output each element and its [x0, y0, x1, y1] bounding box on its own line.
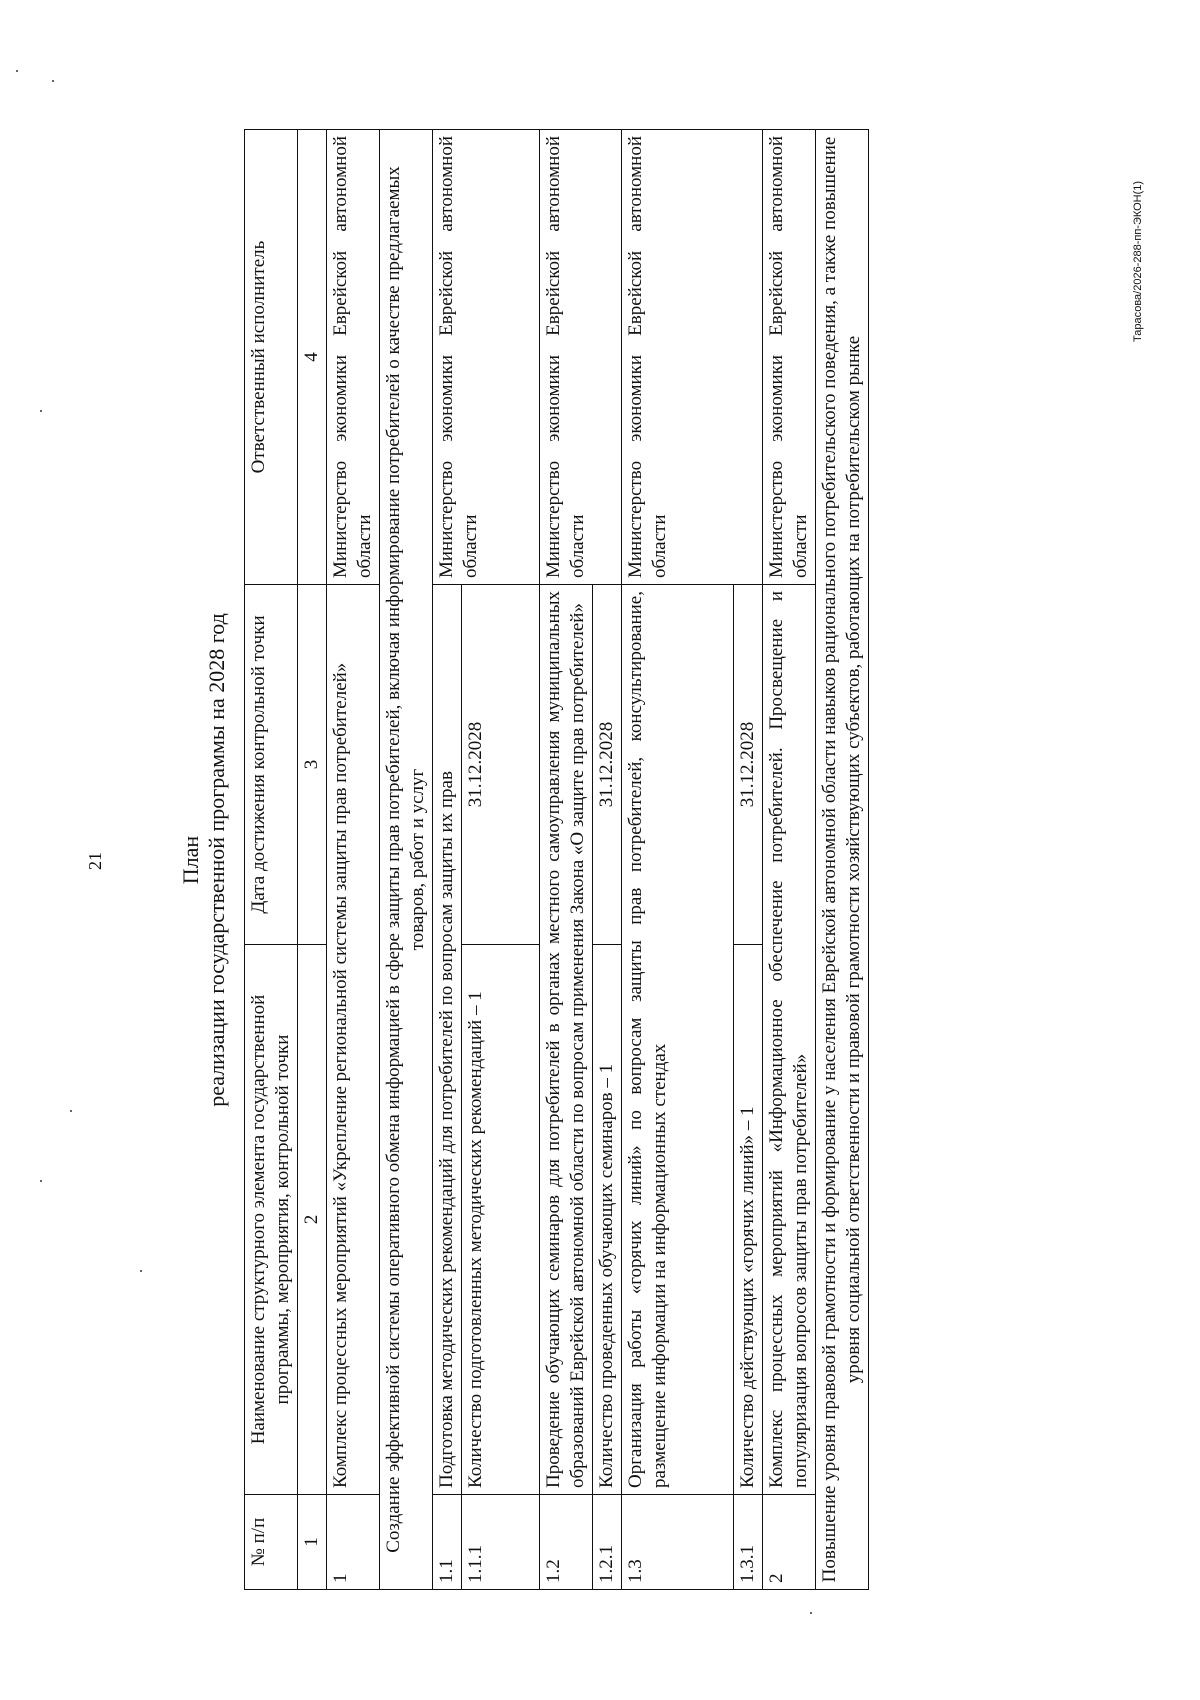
row-name: Количество проведенных обучающих семинаров – 1: [593, 945, 622, 1495]
row-responsible: Министерство экономики Еврейской автономной области: [763, 130, 816, 585]
table-row: [622, 130, 734, 1590]
scan-speck: [70, 1110, 72, 1112]
page-number: 21: [85, 852, 105, 870]
col-number-2: 2: [298, 945, 327, 1495]
title-line-1: План: [178, 835, 203, 885]
section-text: Повышение уровня правовой грамотности и формирование у населения Еврейской автономной области навыков рационального потребительского поведения, а также повышение уровня социальной ответственности и правовой грамотности хозяйствующих субъектов, работающих на потребительском рынке: [816, 130, 869, 1590]
row-date: 31.12.2028: [462, 585, 540, 945]
table-row: [433, 130, 462, 1590]
row-responsible: Министерство экономики Еврейской автономной области: [540, 130, 622, 585]
section-row: [816, 130, 869, 1590]
table-row: [763, 130, 816, 1590]
header-name: Наименование структурного элемента государственной программы, мероприятия, контрольной точки: [245, 945, 298, 1495]
row-name: Комплекс процессных мероприятий «Информационное обеспечение потребителей. Просвещение и популяризация вопросов защиты прав потребителей»: [763, 585, 816, 1495]
row-num: 2: [763, 1495, 816, 1590]
table-row: [327, 130, 380, 1590]
col-number-1: 1: [298, 1495, 327, 1590]
row-num: 1.2.1: [593, 1495, 622, 1590]
row-name: Проведение обучающих семинаров для потребителей в органах местного самоуправления муниципальных образований Еврейской автономной области по вопросам применения Закона «О защите прав потребителей»: [540, 585, 593, 1495]
row-num: 1.3: [622, 1495, 734, 1590]
section-text: Создание эффективной системы оперативного обмена информацией в сфере защиты прав потребителей, включая информирование потребителей о качестве предлагаемых товаров, работ и услуг: [380, 130, 433, 1590]
plan-table: [244, 129, 869, 1590]
row-date: 31.12.2028: [734, 585, 763, 945]
row-num: 1.3.1: [734, 1495, 763, 1590]
section-row: [380, 130, 433, 1590]
table-row: [540, 130, 593, 1590]
row-responsible: Министерство экономики Еврейской автономной области: [433, 130, 540, 585]
row-num: 1.1: [433, 1495, 462, 1590]
row-responsible: Министерство экономики Еврейской автономной области: [622, 130, 763, 585]
row-num: 1.1.1: [462, 1495, 540, 1590]
col-number-3: 3: [298, 585, 327, 945]
scan-speck: [40, 410, 42, 412]
table-header-row: [245, 130, 298, 1590]
column-number-row: [298, 130, 327, 1590]
scan-speck: [810, 1612, 812, 1614]
document-title: [178, 130, 230, 1590]
row-name: Количество подготовленных методических рекомендаций – 1: [462, 945, 540, 1495]
row-num: 1: [327, 1495, 380, 1590]
row-name: Комплекс процессных мероприятий «Укрепление региональной системы защиты прав потребителей»: [327, 585, 380, 1495]
header-responsible: Ответственный исполнитель: [245, 130, 298, 585]
scan-speck: [140, 1270, 142, 1272]
scan-speck: [16, 70, 18, 72]
col-number-4: 4: [298, 130, 327, 585]
document-code: Тарасова/2026-288-пп-ЭКОН(1): [1132, 180, 1144, 342]
rotated-page-content: [178, 130, 1098, 1590]
header-date: Дата достижения контрольной точки: [245, 585, 298, 945]
row-num: 1.2: [540, 1495, 593, 1590]
row-responsible: Министерство экономики Еврейской автономной области: [327, 130, 380, 585]
row-name: Организация работы «горячих линий» по вопросам защиты прав потребителей, консультирование, размещение информации на информационных стендах: [622, 585, 734, 1495]
row-name: Подготовка методических рекомендаций для потребителей по вопросам защиты их прав: [433, 585, 462, 1495]
scan-speck: [40, 1180, 42, 1182]
row-name: Количество действующих «горячих линий» – 1: [734, 945, 763, 1495]
scan-speck: [52, 80, 54, 82]
header-num: № п/п: [245, 1495, 298, 1590]
title-line-2: реализации государственной программы на 2028 год: [204, 613, 229, 1107]
row-date: 31.12.2028: [593, 585, 622, 945]
